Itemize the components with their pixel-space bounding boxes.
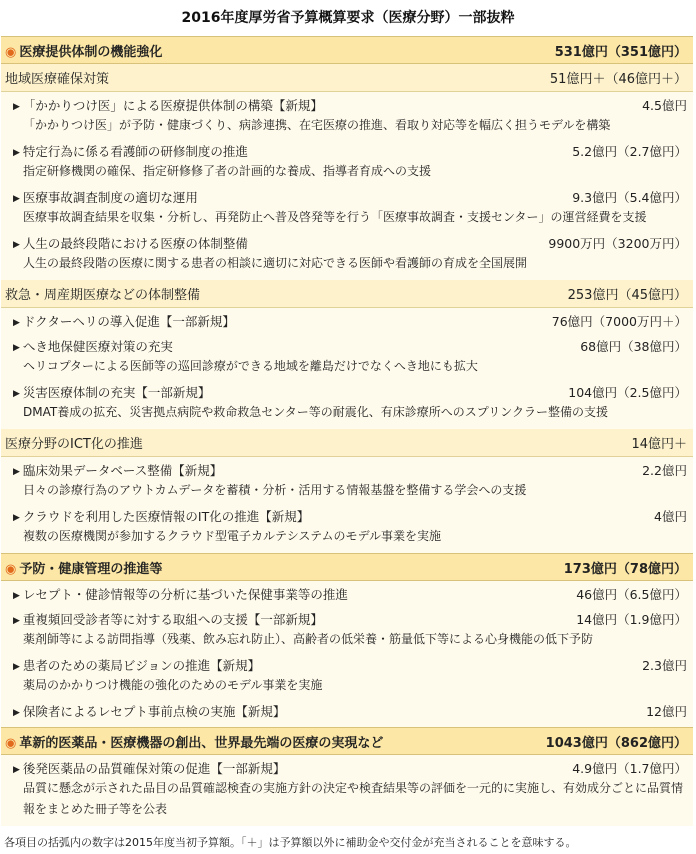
item-title: ▶ 患者のための薬局ビジョンの推進【新規】 bbox=[13, 656, 260, 674]
item-title: ▶ 重複頻回受診者等に対する取組への支援【一部新規】 bbox=[13, 610, 323, 628]
item-head bbox=[13, 310, 687, 331]
bullet-circle-icon: ◉ bbox=[5, 44, 17, 60]
item-amount: 9.3億円（5.4億円） bbox=[572, 189, 687, 205]
item-description: ヘリコプターによる医師等の巡回診療ができる地域を離島だけでなくへき地にも拡大 bbox=[23, 359, 478, 373]
item-title: ▶ 後発医薬品の品質確保対策の促進【一部新規】 bbox=[13, 759, 285, 777]
list-item bbox=[1, 186, 693, 228]
item-head bbox=[13, 757, 687, 778]
subsection-label: 医療分野のICT化の推進 bbox=[5, 437, 143, 452]
footnote: 各項目の括弧内の数字は2015年度当初予算額。「＋」は予算額以外に補助金や交付金が充当されることを意味する。 bbox=[4, 836, 577, 849]
item-head bbox=[13, 608, 687, 629]
item-title: ▶ レセプト・健診情報等の分析に基づいた保健事業等の推進 bbox=[13, 585, 348, 603]
subsection-header bbox=[1, 280, 693, 308]
bullet-circle-icon: ◉ bbox=[5, 561, 17, 577]
item-description: 複数の医療機関が参加するクラウド型電子カルテシステムのモデル事業を実施 bbox=[23, 529, 441, 543]
item-amount: 76億円（7000万円＋） bbox=[551, 313, 687, 329]
item-amount: 4.5億円 bbox=[642, 97, 687, 113]
item-amount: 2.3億円 bbox=[642, 657, 687, 673]
section-label: 医療提供体制の機能強化 bbox=[19, 44, 163, 60]
item-list bbox=[1, 457, 693, 553]
item-description: 薬剤師等による訪問指導（残薬、飲み忘れ防止）、高齢者の低栄養・筋量低下等による心身機能の低下予防 bbox=[23, 632, 594, 646]
list-item bbox=[1, 140, 693, 182]
item-head bbox=[13, 232, 687, 253]
list-item bbox=[1, 654, 693, 696]
section-header bbox=[1, 553, 693, 581]
item-list bbox=[1, 92, 693, 280]
subsection-label: 地域医療確保対策 bbox=[5, 72, 110, 87]
item-list bbox=[1, 755, 693, 826]
item-head bbox=[13, 140, 687, 161]
item-title: ▶ へき地保健医療対策の充実 bbox=[13, 337, 173, 355]
budget-table bbox=[1, 36, 693, 826]
section-amount: 531億円（351億円） bbox=[554, 44, 687, 60]
list-item bbox=[1, 700, 693, 721]
section-amount: 1043億円（862億円） bbox=[545, 735, 687, 751]
item-description: 医療事故調査結果を収集・分析し、再発防止へ普及啓発等を行う「医療事故調査・支援センター」の運営経費を支援 bbox=[23, 210, 647, 224]
list-item bbox=[1, 335, 693, 377]
item-description: 薬局のかかりつけ機能の強化のためのモデル事業を実施 bbox=[23, 678, 323, 692]
subsection-header bbox=[1, 429, 693, 457]
item-list bbox=[1, 308, 693, 429]
item-amount: 14億円（1.9億円） bbox=[576, 611, 687, 627]
page-title: 2016年度厚労省予算概算要求（医療分野）一部抜粋 bbox=[181, 10, 515, 26]
list-item bbox=[1, 459, 693, 501]
item-title: ▶ 災害医療体制の充実【一部新規】 bbox=[13, 383, 210, 401]
item-amount: 104億円（2.5億円） bbox=[568, 384, 687, 400]
item-head bbox=[13, 505, 687, 526]
item-description: DMAT養成の拡充、災害拠点病院や救命救急センター等の耐震化、有床診療所へのスプリンクラー整備の支援 bbox=[23, 405, 609, 419]
item-head bbox=[13, 94, 687, 115]
item-head bbox=[13, 700, 687, 721]
item-title: ▶ ドクターヘリの導入促進【一部新規】 bbox=[13, 312, 235, 330]
section-header bbox=[1, 36, 693, 64]
item-description: 「かかりつけ医」が予防・健康づくり、病診連携、在宅医療の推進、看取り対応等を幅広く担うモデルを構築 bbox=[23, 118, 611, 132]
bullet-circle-icon: ◉ bbox=[5, 735, 17, 751]
item-title: ▶ 「かかりつけ医」による医療提供体制の構築【新規】 bbox=[13, 96, 323, 114]
section-amount: 173億円（78億円） bbox=[563, 561, 687, 577]
item-amount: 5.2億円（2.7億円） bbox=[572, 143, 687, 159]
section-title bbox=[5, 41, 162, 60]
item-list bbox=[1, 581, 693, 727]
item-head bbox=[13, 459, 687, 480]
list-item bbox=[1, 583, 693, 604]
item-title: ▶ 保険者によるレセプト事前点検の実施【新規】 bbox=[13, 702, 285, 720]
list-item bbox=[1, 310, 693, 331]
item-head bbox=[13, 186, 687, 207]
section-title bbox=[5, 558, 162, 577]
item-title: ▶ 医療事故調査制度の適切な運用 bbox=[13, 188, 198, 206]
item-description: 日々の診療行為のアウトカムデータを蓄積・分析・活用する情報基盤を整備する学会への支援 bbox=[23, 483, 527, 497]
item-amount: 4億円 bbox=[654, 508, 687, 524]
list-item bbox=[1, 232, 693, 274]
item-amount: 68億円（38億円） bbox=[580, 338, 687, 354]
item-title: ▶ 臨床効果データベース整備【新規】 bbox=[13, 461, 222, 479]
subsection-amount: 51億円＋（46億円＋） bbox=[549, 72, 687, 87]
item-description: 人生の最終段階の医療に関する患者の相談に適切に対応できる医師や看護師の育成を全国展開 bbox=[23, 256, 528, 270]
item-amount: 46億円（6.5億円） bbox=[576, 586, 687, 602]
section-label: 革新的医薬品・医療機器の創出、世界最先端の医療の実現など bbox=[19, 735, 384, 751]
subsection-label: 救急・周産期医療などの体制整備 bbox=[5, 288, 201, 303]
list-item bbox=[1, 757, 693, 820]
list-item bbox=[1, 608, 693, 650]
subsection-amount: 253億円（45億円） bbox=[567, 288, 687, 303]
item-head bbox=[13, 654, 687, 675]
list-item bbox=[1, 505, 693, 547]
item-amount: 12億円 bbox=[646, 703, 687, 719]
section-header bbox=[1, 727, 693, 755]
item-title: ▶ 人生の最終段階における医療の体制整備 bbox=[13, 234, 248, 252]
subsection-amount: 14億円＋ bbox=[631, 437, 687, 452]
item-head bbox=[13, 381, 687, 402]
item-head bbox=[13, 583, 687, 604]
subsection-header bbox=[1, 64, 693, 92]
list-item bbox=[1, 381, 693, 423]
item-amount: 9900万円（3200万円） bbox=[548, 235, 687, 251]
section-label: 予防・健康管理の推進等 bbox=[19, 561, 163, 577]
list-item bbox=[1, 94, 693, 136]
item-head bbox=[13, 335, 687, 356]
item-title: ▶ クラウドを利用した医療情報のIT化の推進【新規】 bbox=[13, 507, 309, 525]
section-title bbox=[5, 732, 383, 751]
item-description: 指定研修機関の確保、指定研修修了者の計画的な養成、指導者育成への支援 bbox=[23, 164, 432, 178]
item-amount: 2.2億円 bbox=[642, 462, 687, 478]
item-amount: 4.9億円（1.7億円） bbox=[572, 760, 687, 776]
item-description: 品質に懸念が示された品目の品質確認検査の実施方針の決定や検査結果等の評価を一元的に実施し、有効成分ごとに品質情報をまとめた冊子等を公表 bbox=[23, 781, 684, 816]
item-title: ▶ 特定行為に係る看護師の研修制度の推進 bbox=[13, 142, 248, 160]
